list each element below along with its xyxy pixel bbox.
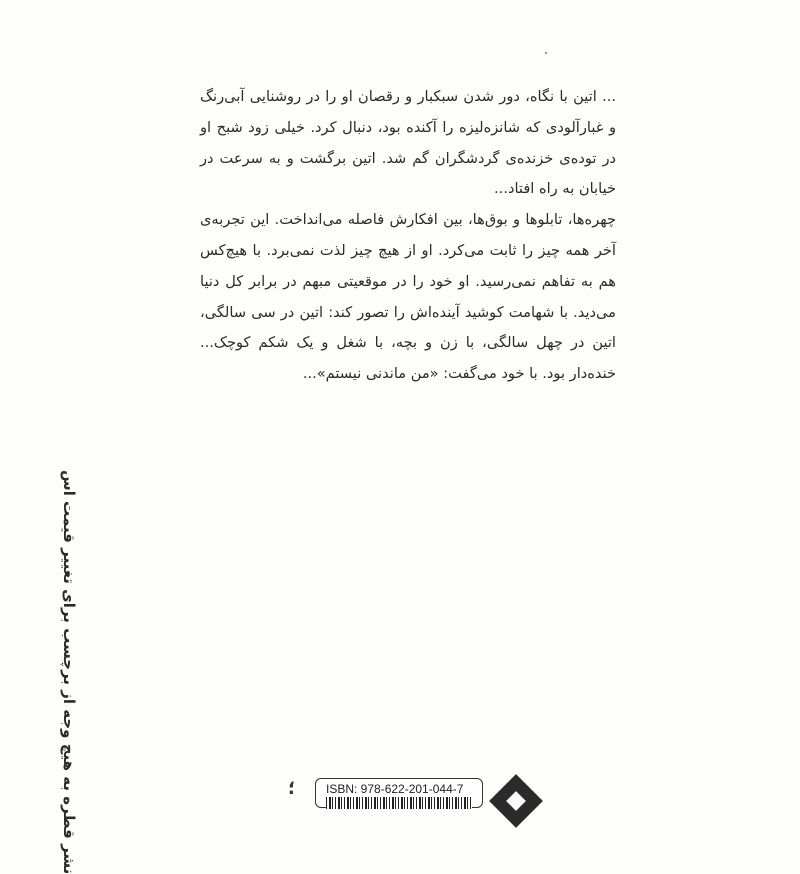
- paragraph-1: ... اتین با نگاه، دور شدن سبکبار و رقصان او را در روشنایی آبی‌رنگ و غبارآلودی که شانزه‌لیزه را آکنده بود، دنبال کرد. خیلی زود شبح او در توده‌ی خزنده‌ی گردشگران گم شد. اتین برگشت و به سرعت در خیابان به راه افتاد...: [200, 88, 616, 198]
- publisher-notice: نشر قطره به هیچ وجه از برچسب برای تغییر قیمت اس: [60, 470, 78, 874]
- barcode-icon: [326, 797, 472, 809]
- paragraph-2: چهره‌ها، تابلوها و بوق‌ها، بین افکارش فاصله می‌انداخت. این تجربه‌ی آخر همه چیز را ثابت می‌کرد. او از هیچ چیز لذت نمی‌برد. با هیچ‌کس هم به تفاهم نمی‌رسید. او خود را در موقعیتی مبهم در برابر کل دنیا می‌دید. با شهامت کوشید آینده‌اش را تصور کند: اتین در سی سالگی، اتین در چهل سالگی، با زن و بچه، با شغل و یک شکم کوچک... خنده‌دار بود. با خود می‌گفت: «من ماندنی نیستم»...: [200, 211, 616, 383]
- price-mark: ؛: [288, 778, 296, 799]
- speck: [545, 52, 547, 54]
- back-cover-excerpt: [200, 82, 616, 390]
- isbn-barcode-box: [315, 778, 483, 808]
- isbn-label: ISBN: 978-622-201-044-7: [326, 782, 464, 796]
